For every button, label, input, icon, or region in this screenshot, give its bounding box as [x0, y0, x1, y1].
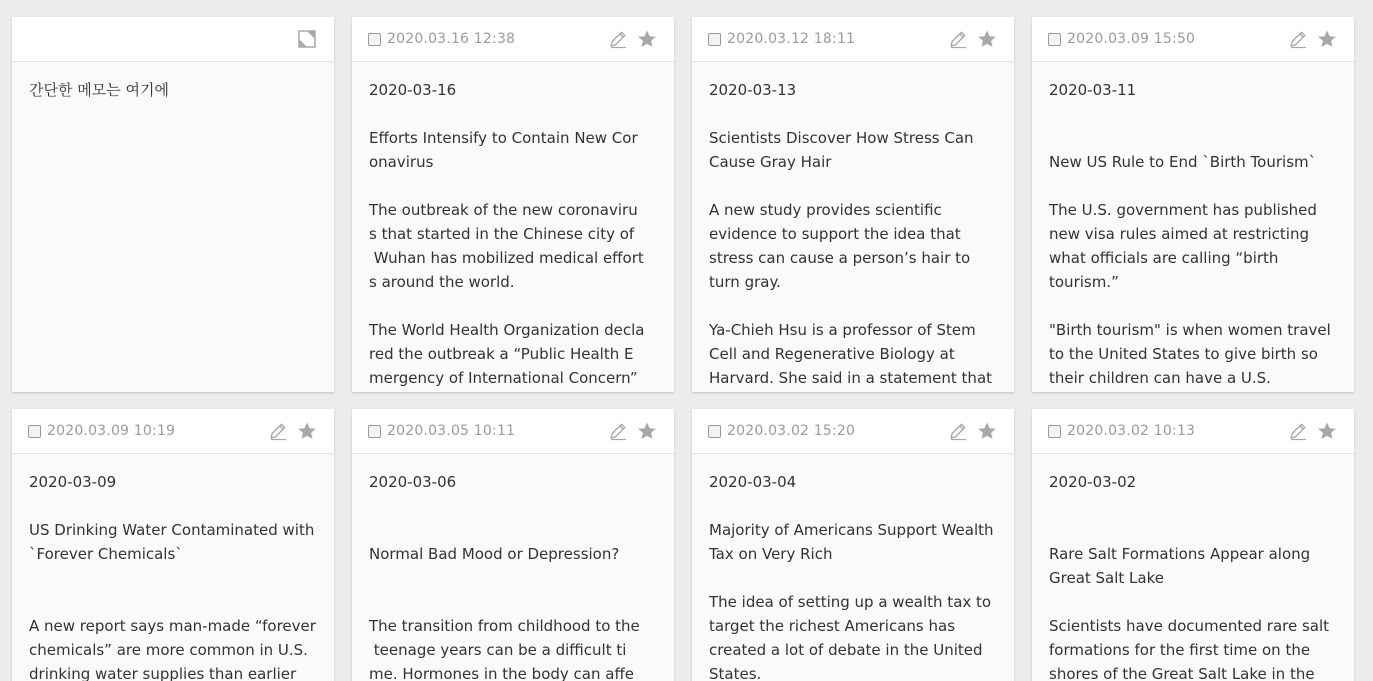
quick-memo-header	[12, 17, 334, 62]
note-card[interactable]	[12, 409, 334, 681]
note-date-line: 2020-03-11	[1049, 81, 1137, 99]
note-date-line: 2020-03-16	[369, 81, 457, 99]
note-card-header	[692, 409, 1014, 454]
note-date-line: 2020-03-06	[369, 473, 457, 491]
pencil-icon[interactable]	[267, 420, 289, 442]
star-icon[interactable]	[636, 420, 658, 442]
select-checkbox[interactable]	[708, 425, 721, 438]
pencil-icon[interactable]	[1287, 420, 1309, 442]
note-body-line: Harvard. She said in a statement that	[709, 369, 993, 387]
note-body-line: A new study provides scientific	[709, 201, 942, 219]
select-checkbox[interactable]	[28, 425, 41, 438]
star-icon[interactable]	[1316, 28, 1338, 50]
quick-memo-placeholder: 간단한 메모는 여기에	[29, 81, 169, 99]
note-body-line: "Birth tourism" is when women travel	[1049, 321, 1331, 339]
note-body-line: formations for the first time on the	[1049, 641, 1311, 659]
note-datetime: 2020.03.09 15:50	[1067, 31, 1196, 47]
note-body-line: stress can cause a person’s hair to	[709, 249, 971, 267]
note-body-line: shores of the Great Salt Lake in the	[1049, 665, 1315, 681]
note-card-header	[352, 409, 674, 454]
note-body-line: A new report says man-made “forever	[29, 617, 316, 635]
note-body-line: mergency of International Concern”	[369, 369, 638, 387]
note-card-body[interactable]	[1032, 454, 1354, 681]
note-title-line	[369, 518, 657, 542]
note-title-line: Efforts Intensify to Contain New Cor	[369, 129, 638, 147]
note-body-line: s around the world.	[369, 273, 515, 291]
note-card[interactable]	[1032, 17, 1354, 392]
note-title-line: Rare Salt Formations Appear along	[1049, 545, 1311, 563]
note-body-line: The outbreak of the new coronaviru	[369, 201, 638, 219]
note-body-line: drinking water supplies than earlier	[29, 665, 297, 681]
pencil-icon[interactable]	[607, 420, 629, 442]
select-checkbox[interactable]	[1048, 33, 1061, 46]
select-checkbox[interactable]	[368, 33, 381, 46]
note-body-line: The transition from childhood to the	[369, 617, 640, 635]
pencil-icon[interactable]	[607, 28, 629, 50]
note-date-line: 2020-03-04	[709, 473, 797, 491]
note-body-line: Wuhan has mobilized medical effort	[369, 249, 644, 267]
note-card[interactable]	[352, 409, 674, 681]
note-title-line	[1049, 126, 1337, 150]
note-card-body[interactable]	[1032, 62, 1354, 390]
note-body-line: me. Hormones in the body can affe	[369, 665, 635, 681]
note-card-body[interactable]	[12, 454, 334, 681]
note-card-body[interactable]	[352, 454, 674, 681]
pencil-icon[interactable]	[1287, 28, 1309, 50]
note-card[interactable]	[692, 409, 1014, 681]
note-card-body[interactable]	[692, 454, 1014, 681]
note-body-line: The U.S. government has published	[1049, 201, 1317, 219]
note-body-line: Scientists have documented rare salt	[1049, 617, 1330, 635]
note-card-body[interactable]	[352, 62, 674, 390]
star-icon[interactable]	[636, 28, 658, 50]
note-card-body[interactable]	[692, 62, 1014, 390]
note-body-line: States.	[709, 665, 762, 681]
note-body-line: Ya-Chieh Hsu is a professor of Stem	[709, 321, 976, 339]
note-card[interactable]	[1032, 409, 1354, 681]
note-title-line: Tax on Very Rich	[709, 545, 833, 563]
note-card-header	[352, 17, 674, 62]
note-body-line: The World Health Organization decla	[369, 321, 645, 339]
note-title-line	[29, 566, 317, 590]
note-datetime: 2020.03.02 15:20	[727, 423, 856, 439]
note-date-line: 2020-03-09	[29, 473, 117, 491]
note-body-line: tourism.”	[1049, 273, 1119, 291]
pencil-icon[interactable]	[947, 28, 969, 50]
note-card-header	[12, 409, 334, 454]
note-body-line: target the richest Americans has	[709, 617, 956, 635]
note-body-line: turn gray.	[709, 273, 781, 291]
note-title-line	[369, 566, 657, 590]
note-body-line: teenage years can be a difficult ti	[369, 641, 627, 659]
note-title-line: `Forever Chemicals`	[29, 545, 183, 563]
note-title-line: Majority of Americans Support Wealth	[709, 521, 994, 539]
note-datetime: 2020.03.16 12:38	[387, 31, 516, 47]
note-card[interactable]	[692, 17, 1014, 392]
note-body-line: to the United States to give birth so	[1049, 345, 1318, 363]
note-title-line: Great Salt Lake	[1049, 569, 1164, 587]
quick-memo-card[interactable]	[12, 17, 334, 392]
note-title-line: onavirus	[369, 153, 434, 171]
note-body-line: Cell and Regenerative Biology at	[709, 345, 955, 363]
note-datetime: 2020.03.09 10:19	[47, 423, 176, 439]
note-title-line: Scientists Discover How Stress Can	[709, 129, 974, 147]
note-datetime: 2020.03.05 10:11	[387, 423, 516, 439]
note-card-header	[1032, 17, 1354, 62]
quick-memo-body[interactable]	[12, 62, 334, 102]
select-checkbox[interactable]	[1048, 425, 1061, 438]
note-body-line: evidence to support the idea that	[709, 225, 961, 243]
star-icon[interactable]	[296, 420, 318, 442]
note-body-line: new visa rules aimed at restricting	[1049, 225, 1309, 243]
pencil-icon[interactable]	[947, 420, 969, 442]
note-title-line: New US Rule to End `Birth Tourism`	[1049, 153, 1317, 171]
star-icon[interactable]	[976, 28, 998, 50]
note-body-line: The idea of setting up a wealth tax to	[709, 593, 992, 611]
select-checkbox[interactable]	[368, 425, 381, 438]
note-title-line: Normal Bad Mood or Depression?	[369, 545, 620, 563]
note-date-line: 2020-03-13	[709, 81, 797, 99]
note-date-line: 2020-03-02	[1049, 473, 1137, 491]
note-title-line: US Drinking Water Contaminated with	[29, 521, 315, 539]
star-icon[interactable]	[1316, 420, 1338, 442]
note-datetime: 2020.03.12 18:11	[727, 31, 856, 47]
note-body-line: what officials are calling “birth	[1049, 249, 1279, 267]
note-body-line: their children can have a U.S.	[1049, 369, 1271, 387]
note-title-line: Cause Gray Hair	[709, 153, 832, 171]
note-card-header	[692, 17, 1014, 62]
note-body-line: red the outbreak a “Public Health E	[369, 345, 634, 363]
note-body-line: s that started in the Chinese city of	[369, 225, 635, 243]
note-title-line	[1049, 518, 1337, 542]
note-body-line: chemicals” are more common in U.S.	[29, 641, 308, 659]
note-datetime: 2020.03.02 10:13	[1067, 423, 1196, 439]
note-card-header	[1032, 409, 1354, 454]
select-checkbox[interactable]	[708, 33, 721, 46]
note-card[interactable]	[352, 17, 674, 392]
note-body-line: created a lot of debate in the United	[709, 641, 983, 659]
star-icon[interactable]	[976, 420, 998, 442]
expand-icon[interactable]	[296, 28, 318, 50]
